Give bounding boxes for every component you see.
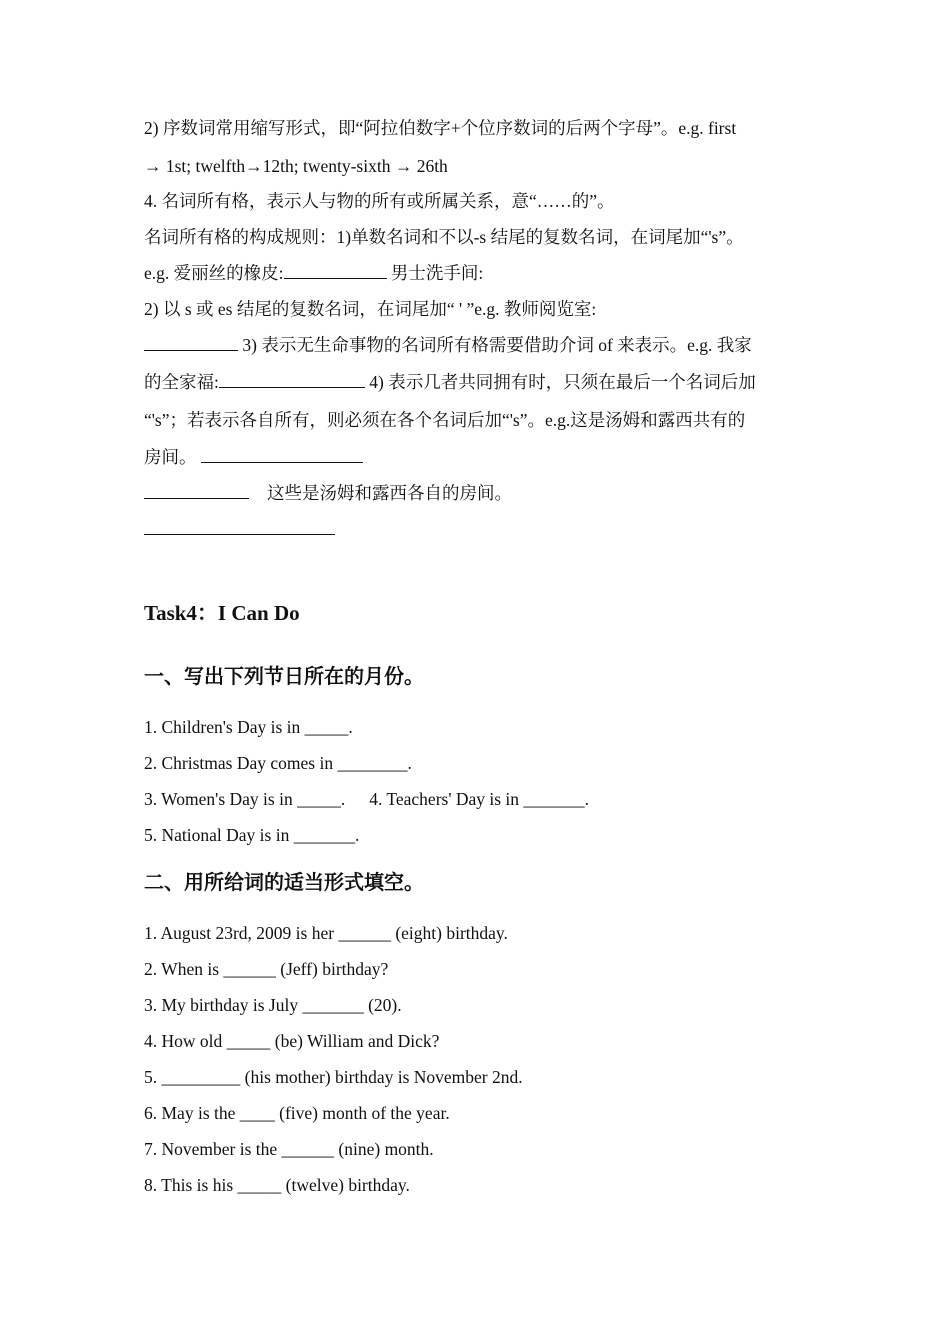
rule-text: 4) 表示几者共同拥有时，只须在最后一个名词后加: [364, 372, 756, 392]
answer-blank[interactable]: [201, 445, 363, 463]
section2-question-4: 4. How old _____ (be) William and Dick?: [144, 1031, 440, 1051]
section2-heading: 二、用所给词的适当形式填空。: [144, 870, 424, 894]
grammar-line-rule4-cont: “'s”；若表示各自所有，则必须在各个名词后加“'s”。e.g.这是汤姆和露西共有的: [144, 410, 746, 430]
answer-blank[interactable]: [144, 517, 335, 535]
answer-blank[interactable]: [219, 370, 365, 388]
example-text: e.g. 爱丽丝的橡皮:: [144, 263, 284, 283]
rule-text: 3) 表示无生命事物的名词所有格需要借助介词 of 来表示。e.g. 我家: [238, 335, 752, 355]
section1-question-3-4: [144, 787, 814, 811]
grammar-line-example1: [144, 261, 814, 285]
section1-question-5: 5. National Day is in _______.: [144, 825, 360, 845]
task-title: Task4：I Can Do: [144, 601, 300, 625]
answer-blank[interactable]: [284, 261, 387, 279]
example-text: 房间。: [144, 447, 197, 467]
grammar-line-ordinal-examples: → 1st; twelfth→12th; twenty-sixth → 26th: [144, 156, 448, 176]
example-text: 男士洗手间:: [386, 263, 484, 283]
section1-heading: 一、写出下列节日所在的月份。: [144, 664, 424, 688]
grammar-line-possessive-rule1: 名词所有格的构成规则：1)单数名词和不以-s 结尾的复数名词，在词尾加“'s”。: [144, 227, 744, 247]
section2-question-3: 3. My birthday is July _______ (20).: [144, 995, 402, 1015]
grammar-line-rule3: [144, 333, 814, 357]
section2-question-6: 6. May is the ____ (five) month of the year.: [144, 1103, 450, 1123]
grammar-line-rule4: [144, 370, 814, 394]
section2-question-7: 7. November is the ______ (nine) month.: [144, 1139, 434, 1159]
rule-text: 的全家福:: [144, 372, 219, 392]
section1-question-1: 1. Children's Day is in _____.: [144, 717, 353, 737]
answer-blank[interactable]: [144, 481, 249, 499]
section2-question-8: 8. This is his _____ (twelve) birthday.: [144, 1175, 410, 1195]
section2-question-5: 5. _________ (his mother) birthday is November 2nd.: [144, 1067, 523, 1087]
grammar-line-ordinal-abbrev: 2) 序数词常用缩写形式，即“阿拉伯数字+个位序数词的后两个字母”。e.g. first: [144, 118, 737, 138]
section2-question-2: 2. When is ______ (Jeff) birthday?: [144, 959, 389, 979]
grammar-line-possessive-title: 4. 名词所有格，表示人与物的所有或所属关系，意“……的”。: [144, 191, 615, 211]
section1-question-2: 2. Christmas Day comes in ________.: [144, 753, 412, 773]
example-text: 这些是汤姆和露西各自的房间。: [267, 483, 512, 503]
grammar-line-rule2: 2) 以 s 或 es 结尾的复数名词，在词尾加“ ' ”e.g. 教师阅览室:: [144, 299, 597, 319]
grammar-line-example-separate: [144, 481, 814, 505]
answer-blank[interactable]: [144, 333, 238, 351]
section1-question-3: 3. Women's Day is in _____.: [144, 789, 346, 809]
grammar-line-blank: [144, 517, 814, 541]
section2-question-1: 1. August 23rd, 2009 is her ______ (eight) birthday.: [144, 923, 508, 943]
section1-question-4: 4. Teachers' Day is in _______.: [369, 789, 590, 809]
grammar-line-example-shared: [144, 445, 814, 469]
